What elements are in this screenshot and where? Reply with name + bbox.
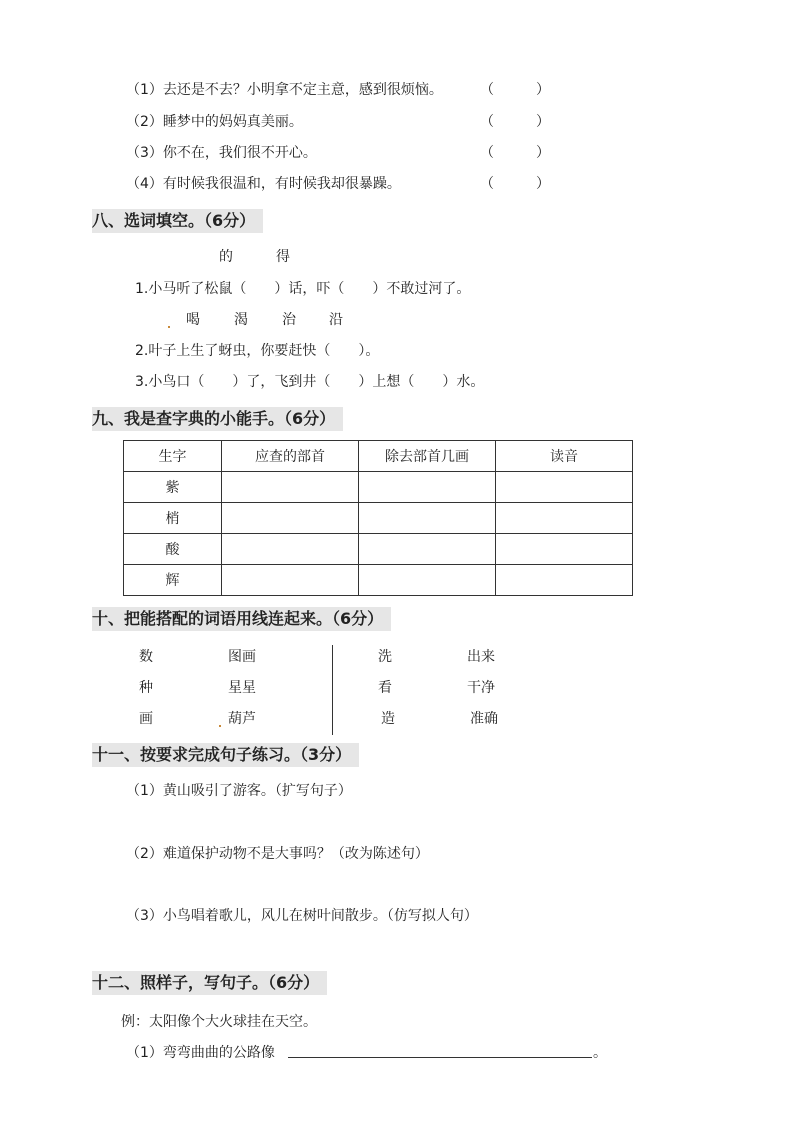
q8-word-zhi: 治 xyxy=(282,312,296,328)
match-right-a-1[interactable]: 洗 xyxy=(378,649,392,665)
match-left-b-3[interactable]: 葫芦 xyxy=(228,711,256,727)
strokes-input-cell[interactable] xyxy=(359,565,496,596)
match-right-b-1[interactable]: 出来 xyxy=(467,649,495,665)
match-right-a-2[interactable]: 看 xyxy=(378,680,392,696)
q8-word-de2: 得 xyxy=(276,249,290,265)
match-right-b-2[interactable]: 干净 xyxy=(467,680,495,696)
section-10-title: 十、把能搭配的词语用线连起来。（6分） xyxy=(92,607,391,631)
q11-item-2: （2）难道保护动物不是大事吗？（改为陈述句） xyxy=(126,846,429,862)
pronunciation-input-cell[interactable] xyxy=(496,503,633,534)
header-char: 生字 xyxy=(124,441,222,472)
table-row xyxy=(124,472,633,503)
radical-input-cell[interactable] xyxy=(222,565,359,596)
q8-sentence-2[interactable]: 2.叶子上生了蚜虫，你要赶快（ ）。 xyxy=(135,343,380,359)
strokes-input-cell[interactable] xyxy=(359,472,496,503)
q7-item-1-answer-blank[interactable]: （ ） xyxy=(480,82,550,98)
q8-sentence-3[interactable]: 3.小鸟口（ ）了，飞到井（ ）上想（ ）水。 xyxy=(135,374,485,390)
radical-input-cell[interactable] xyxy=(222,503,359,534)
match-left-b-1[interactable]: 图画 xyxy=(228,649,256,665)
pronunciation-input-cell[interactable] xyxy=(496,534,633,565)
radical-input-cell[interactable] xyxy=(222,472,359,503)
q8-word-he: 喝 xyxy=(186,312,200,328)
pronunciation-input-cell[interactable] xyxy=(496,565,633,596)
match-right-b-3[interactable]: 准确 xyxy=(470,711,498,727)
pronunciation-input-cell[interactable] xyxy=(496,472,633,503)
table-header-row xyxy=(124,441,633,472)
match-left-a-2[interactable]: 种 xyxy=(139,680,153,696)
strokes-input-cell[interactable] xyxy=(359,534,496,565)
q11-item-1: （1）黄山吸引了游客。（扩写句子） xyxy=(126,783,352,799)
char-cell: 酸 xyxy=(124,534,222,565)
char-cell: 紫 xyxy=(124,472,222,503)
q12-item-1-end: 。 xyxy=(593,1045,607,1061)
q11-item-3: （3）小鸟唱着歌儿，风儿在树叶间散步。（仿写拟人句） xyxy=(126,908,478,924)
header-radical: 应查的部首 xyxy=(222,441,359,472)
section-11-title: 十一、按要求完成句子练习。（3分） xyxy=(92,743,359,767)
decorative-dot xyxy=(219,725,221,727)
table-row xyxy=(124,534,633,565)
char-cell: 辉 xyxy=(124,565,222,596)
dictionary-table xyxy=(123,440,633,596)
q8-sentence-1[interactable]: 1.小马听了松鼠（ ）话，吓（ ）不敢过河了。 xyxy=(135,281,471,297)
q8-word-yan: 沿 xyxy=(329,312,343,328)
section-8-title: 八、选词填空。（6分） xyxy=(92,209,263,233)
divider-line xyxy=(332,645,333,735)
q8-word-ke: 渴 xyxy=(234,312,248,328)
section-9-title: 九、我是查字典的小能手。（6分） xyxy=(92,407,343,431)
section-12-title: 十二、照样子，写句子。（6分） xyxy=(92,971,327,995)
match-left-a-3[interactable]: 画 xyxy=(139,711,153,727)
strokes-input-cell[interactable] xyxy=(359,503,496,534)
table-row xyxy=(124,503,633,534)
header-strokes: 除去部首几画 xyxy=(359,441,496,472)
q7-item-4-text: （4）有时候我很温和，有时候我却很暴躁。 xyxy=(126,176,401,192)
q12-example: 例：太阳像个大火球挂在天空。 xyxy=(121,1014,317,1030)
match-right-a-3[interactable]: 造 xyxy=(381,711,395,727)
q8-word-de1: 的 xyxy=(219,249,233,265)
q7-item-4-answer-blank[interactable]: （ ） xyxy=(480,176,550,192)
q7-item-3-text: （3）你不在，我们很不开心。 xyxy=(126,145,317,161)
q7-item-3-answer-blank[interactable]: （ ） xyxy=(480,145,550,161)
header-pronunciation: 读音 xyxy=(496,441,633,472)
radical-input-cell[interactable] xyxy=(222,534,359,565)
q12-answer-line[interactable] xyxy=(288,1057,592,1058)
q12-item-1: （1）弯弯曲曲的公路像 xyxy=(126,1045,275,1061)
match-left-b-2[interactable]: 星星 xyxy=(228,680,256,696)
decorative-dot xyxy=(168,326,170,328)
char-cell: 梢 xyxy=(124,503,222,534)
match-left-a-1[interactable]: 数 xyxy=(139,649,153,665)
q7-item-2-text: （2）睡梦中的妈妈真美丽。 xyxy=(126,114,303,130)
q7-item-2-answer-blank[interactable]: （ ） xyxy=(480,114,550,130)
q7-item-1-text: （1）去还是不去？小明拿不定主意，感到很烦恼。 xyxy=(126,82,443,98)
table-row xyxy=(124,565,633,596)
